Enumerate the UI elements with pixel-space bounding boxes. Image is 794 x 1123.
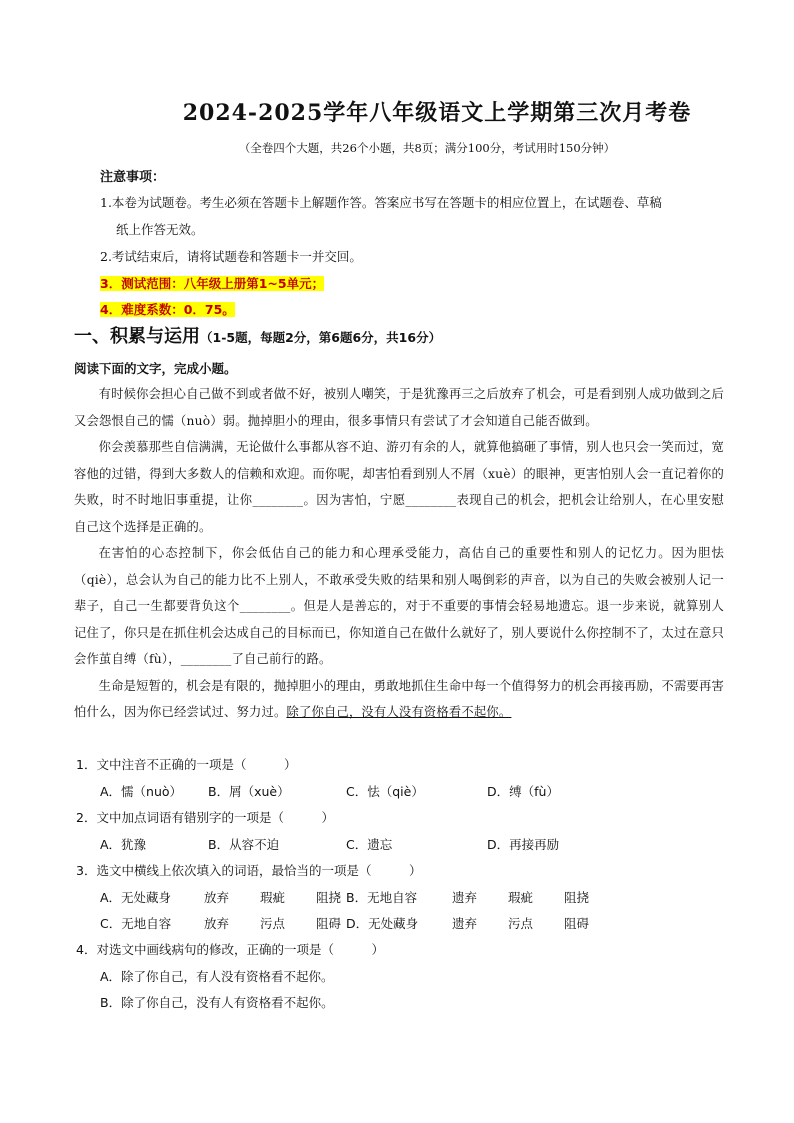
passage-paragraph-4-text: 生命是短暂的，机会是有限的，抛掉胆小的理由，勇敢地抓住生命中每一个值得努力的机会再接再励，不需要再害怕什么，因为你已经尝试过、努力过。 (74, 678, 724, 719)
section-1-title: 一、积累与运用 (74, 326, 200, 347)
question-3-option-b-word-3: 瑕疵 (508, 890, 534, 905)
passage-paragraph-1: 有时候你会担心自己做不到或者做不好，被别人嘲笑，于是犹豫再三之后放弃了机会，可是看到别人成功做到之后又会怨恨自己的懦（nuò）弱。抛掉胆小的理由，很多事情只有尝试了才会知道自己能否做到。 (74, 387, 724, 428)
underlined-sentence: 除了你自己，没有人没有资格看不起你。 (286, 705, 512, 719)
question-1-option-b[interactable]: B．屑（xuè） (208, 784, 290, 799)
question-3-option-a-word-3: 瑕疵 (260, 890, 286, 905)
question-3-option-c-word-2: 放弃 (204, 916, 230, 931)
question-3-option-c-word-4: 阻碍 (316, 916, 342, 931)
reading-passage (74, 381, 724, 726)
question-2-stem: 2．文中加点词语有错别字的一项是（ ） (76, 810, 334, 825)
question-3-option-d[interactable]: D．无处藏身 (346, 916, 419, 931)
question-3-options-row-1 (100, 888, 620, 906)
reading-instruction: 阅读下面的文字，完成小题。 (74, 361, 237, 376)
question-3-option-a-word-4: 阻挠 (316, 890, 342, 905)
question-3-stem: 3．选文中横线上依次填入的词语，最恰当的一项是（ ） (76, 863, 422, 878)
passage-paragraph-4 (74, 673, 724, 726)
question-1-option-a[interactable]: A．懦（nuò） (100, 784, 183, 799)
question-3-option-d-word-4: 阻碍 (564, 916, 590, 931)
exam-title: 2024-2025学年八年级语文上学期第三次月考卷 (182, 100, 692, 126)
question-1-option-d[interactable]: D．缚（fù） (487, 784, 559, 799)
passage-paragraph-2: 你会羡慕那些自信满满，无论做什么事都从容不迫、游刃有余的人，就算他搞砸了事情，别人也只会一笑而过，宽容他的过错，得到大多数人的信赖和欢迎。而你呢，却害怕看到别人不屑（xuè）的眼神，更害怕别人会一直记着你的失败，时不时地旧事重提，让你________。因为害怕，宁愿________表现自己的机会，把机会让给别人，在心里安慰自己这个选择是正确的。 (74, 440, 724, 534)
question-4-stem: 4．对选文中画线病句的修改，正确的一项是（ ） (76, 942, 384, 957)
question-4-option-a[interactable]: A．除了你自己，有人没有资格看不起你。 (100, 969, 334, 984)
question-3-option-c-word-3: 污点 (260, 916, 286, 931)
question-3-option-a-word-2: 放弃 (204, 890, 230, 905)
question-1-option-c[interactable]: C．怯（qiè） (346, 784, 424, 799)
notes-item-4: 4．难度系数：0．75。 (100, 302, 235, 317)
question-3-option-b-word-4: 阻挠 (564, 890, 590, 905)
question-2-option-a[interactable]: A．犹豫 (100, 837, 147, 852)
question-2-option-d[interactable]: D．再接再励 (487, 837, 560, 852)
notes-item-1-line-1: 1.本卷为试题卷。考生必须在答题卡上解题作答。答案应书写在答题卡的相应位置上，在试题卷、草稿 (100, 195, 662, 210)
passage-paragraph-3: 在害怕的心态控制下，你会低估自己的能力和心理承受能力，高估自己的重要性和别人的记忆力。因为胆怯（qiè），总会认为自己的能力比不上别人，不敢承受失败的结果和别人喝倒彩的声音，以为自己的失败会被别人记一辈子，自己一生都要背负这个________。但是人是善忘的，对于不重要的事情会轻易地遗忘。退一步来说，就算别人记住了，你只是在抓住机会达成自己的目标而已，你知道自己在做什么就好了，别人要说什么你控制不了，太过在意只会作茧自缚（fù），________了自己前行的路。 (74, 546, 724, 666)
section-1-detail: （1-5题，每题2分，第6题6分，共16分） (200, 330, 442, 345)
notes-item-2: 2.考试结束后，请将试题卷和答题卡一并交回。 (100, 249, 362, 264)
notes-item-3: 3．测试范围：八年级上册第1~5单元； (100, 276, 325, 291)
question-2-option-c[interactable]: C．遗忘 (346, 837, 393, 852)
question-3-option-a[interactable]: A．无处藏身 (100, 890, 172, 905)
question-3-option-c[interactable]: C．无地自容 (100, 916, 172, 931)
question-3-option-d-word-2: 遗弃 (452, 916, 478, 931)
question-2-option-b[interactable]: B．从容不迫 (208, 837, 280, 852)
notes-item-1-line-2: 纸上作答无效。 (116, 222, 204, 237)
notes-heading: 注意事项： (100, 170, 166, 185)
section-1-heading (74, 322, 441, 348)
question-1-stem: 1．文中注音不正确的一项是（ ） (76, 757, 297, 772)
question-3-options-row-2 (100, 914, 620, 932)
question-3-option-b-word-2: 遗弃 (452, 890, 478, 905)
question-3-option-b[interactable]: B．无地自容 (346, 890, 418, 905)
question-4-option-b[interactable]: B．除了你自己，没有人有资格看不起你。 (100, 995, 334, 1010)
question-3-option-d-word-3: 污点 (508, 916, 534, 931)
exam-subtitle: （全卷四个大题，共26个小题，共8页；满分100分，考试用时150分钟） (238, 141, 616, 155)
